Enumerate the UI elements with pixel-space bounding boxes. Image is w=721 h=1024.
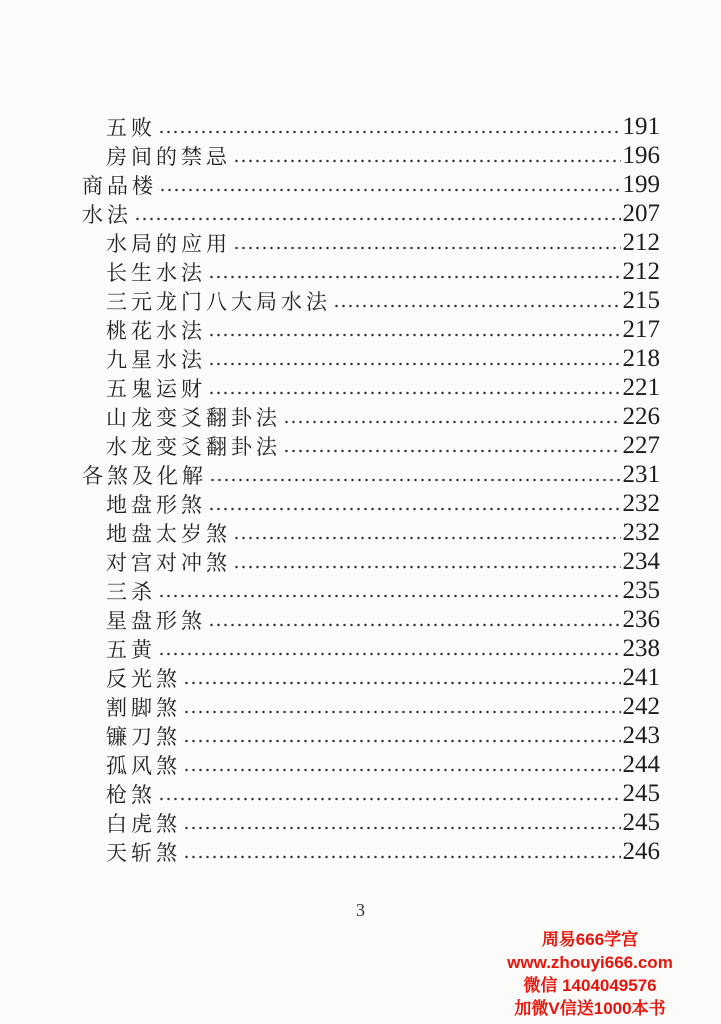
toc-entry-title: 割脚煞 [106, 696, 181, 720]
page-number: 3 [356, 900, 365, 920]
dot-leader [208, 390, 621, 396]
toc-entry-title: 天斩煞 [106, 841, 181, 865]
toc-entry-page: 241 [622, 664, 660, 691]
toc-entry-page: 238 [622, 635, 660, 662]
toc-entry-page: 207 [622, 200, 660, 227]
dot-leader [208, 622, 621, 628]
toc-entry [82, 110, 660, 139]
toc-entry-title: 对宫对冲煞 [106, 551, 231, 575]
dot-leader [183, 709, 621, 715]
toc-entry [82, 168, 660, 197]
toc-entry-page: 235 [622, 577, 660, 604]
toc-entry-page: 196 [622, 142, 660, 169]
toc-entry-page: 221 [622, 374, 660, 401]
toc-entry-page: 218 [622, 345, 660, 372]
toc-entry [82, 719, 660, 748]
toc-entry-page: 242 [622, 693, 660, 720]
toc-entry-page: 212 [622, 229, 660, 256]
toc-entry-page: 199 [622, 171, 660, 198]
toc-entry [82, 226, 660, 255]
toc-entry-title: 五鬼运财 [106, 377, 206, 401]
dot-leader [208, 332, 621, 338]
toc-entry [82, 777, 660, 806]
dot-leader [209, 477, 621, 483]
toc-entry-page: 243 [622, 722, 660, 749]
dot-leader [208, 506, 621, 512]
toc-entry [82, 313, 660, 342]
dot-leader [158, 593, 621, 599]
watermark-line-1: 周易666学宫 [541, 930, 639, 949]
toc-entry-page: 232 [622, 490, 660, 517]
toc-entry [82, 458, 660, 487]
toc-entry-page: 212 [622, 258, 660, 285]
toc-entry-title: 水局的应用 [106, 232, 231, 256]
toc-entry-title: 水龙变爻翻卦法 [106, 435, 281, 459]
toc-entry [82, 690, 660, 719]
dot-leader [283, 419, 621, 425]
toc-entry-page: 245 [622, 809, 660, 836]
toc-entry [82, 661, 660, 690]
dot-leader [233, 245, 621, 251]
toc-entry-title: 商品楼 [82, 174, 157, 198]
toc-entry [82, 603, 660, 632]
dot-leader [183, 825, 621, 831]
dot-leader [208, 274, 621, 280]
toc-entry-title: 五黄 [106, 638, 156, 662]
toc-entry-page: 232 [622, 519, 660, 546]
toc-entry-title: 地盘形煞 [106, 493, 206, 517]
toc-entry-page: 244 [622, 751, 660, 778]
toc-entry-page: 215 [622, 287, 660, 314]
toc-entry-title: 地盘太岁煞 [106, 522, 231, 546]
toc-entry-title: 桃花水法 [106, 319, 206, 343]
dot-leader [183, 767, 621, 773]
toc-entry-title: 反光煞 [106, 667, 181, 691]
toc-entry-title: 山龙变爻翻卦法 [106, 406, 281, 430]
toc-entry-title: 孤风煞 [106, 754, 181, 778]
toc-entry-title: 三元龙门八大局水法 [106, 290, 331, 314]
dot-leader [208, 361, 621, 367]
toc-entry-page: 217 [622, 316, 660, 343]
toc-entry-page: 245 [622, 780, 660, 807]
toc-entry [82, 255, 660, 284]
dot-leader [159, 187, 621, 193]
toc-entry-page: 231 [622, 461, 660, 488]
toc-entry [82, 342, 660, 371]
dot-leader [158, 129, 621, 135]
toc-entry-title: 房间的禁忌 [106, 145, 231, 169]
watermark-line-4: 加微V信送1000本书 [514, 999, 666, 1018]
dot-leader [183, 680, 621, 686]
dot-leader [233, 158, 621, 164]
toc-entry-title: 枪煞 [106, 783, 156, 807]
toc-entry [82, 748, 660, 777]
dot-leader [158, 651, 621, 657]
toc-entry-page: 234 [622, 548, 660, 575]
dot-leader [233, 535, 621, 541]
toc-entry-title: 九星水法 [106, 348, 206, 372]
toc-entry-page: 227 [622, 432, 660, 459]
dot-leader [158, 796, 621, 802]
toc-entry-title: 星盘形煞 [106, 609, 206, 633]
toc-entry-title: 各煞及化解 [82, 464, 207, 488]
watermark-line-2: www.zhouyi666.com [507, 953, 673, 972]
dot-leader [233, 564, 621, 570]
dot-leader [333, 303, 621, 309]
toc-entry [82, 371, 660, 400]
toc-entry [82, 429, 660, 458]
watermark [465, 928, 715, 1020]
toc-entry [82, 487, 660, 516]
toc-entry-title: 五败 [106, 116, 156, 140]
dot-leader [283, 448, 621, 454]
table-of-contents [82, 110, 660, 864]
toc-entry [82, 400, 660, 429]
toc-entry-title: 三杀 [106, 580, 156, 604]
dot-leader [183, 738, 621, 744]
toc-entry [82, 197, 660, 226]
toc-entry-page: 191 [622, 113, 660, 140]
toc-entry-title: 镰刀煞 [106, 725, 181, 749]
toc-entry [82, 284, 660, 313]
dot-leader [134, 216, 621, 222]
toc-entry-page: 236 [622, 606, 660, 633]
toc-entry [82, 574, 660, 603]
toc-entry-page: 226 [622, 403, 660, 430]
toc-entry [82, 139, 660, 168]
toc-entry [82, 545, 660, 574]
toc-entry-page: 246 [622, 838, 660, 865]
toc-entry [82, 806, 660, 835]
toc-entry-title: 长生水法 [106, 261, 206, 285]
dot-leader [183, 854, 621, 860]
toc-entry [82, 632, 660, 661]
toc-entry-title: 水法 [82, 203, 132, 227]
toc-entry-title: 白虎煞 [106, 812, 181, 836]
toc-entry [82, 835, 660, 864]
watermark-line-3: 微信 1404049576 [523, 976, 657, 995]
toc-entry [82, 516, 660, 545]
